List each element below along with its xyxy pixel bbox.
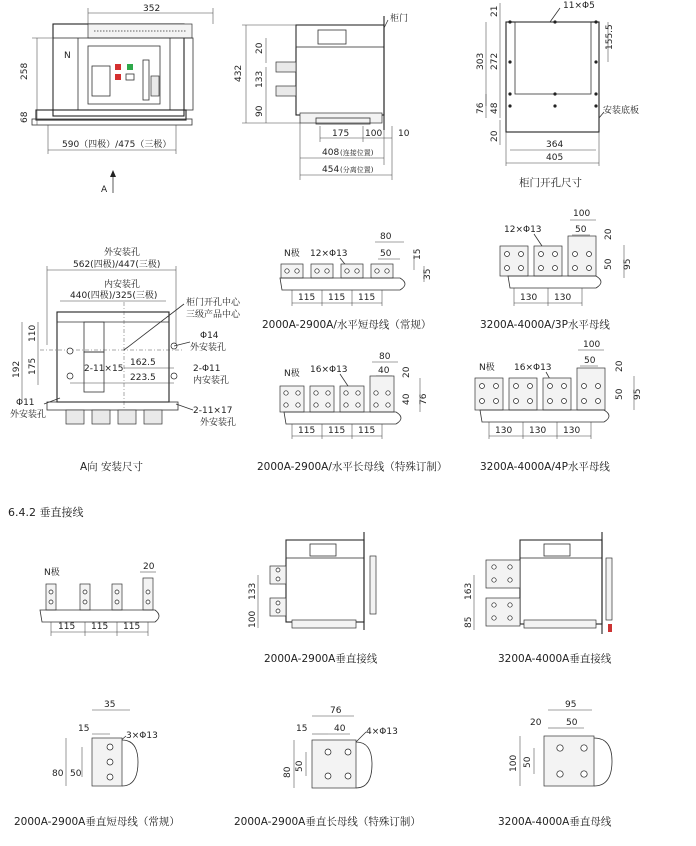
outer-hole-dims: 562(四极)/447(三极)	[73, 260, 161, 270]
vt-dim-115-1: 115	[58, 622, 76, 632]
arrow-a-label: A	[101, 185, 108, 195]
dim-20: 20	[255, 42, 265, 54]
dim-454: 454	[322, 165, 340, 175]
dim-408: 408	[322, 148, 340, 158]
hs-dim-15: 15	[413, 248, 423, 260]
v3200-dim-163: 163	[464, 582, 474, 600]
outer-hole-label-1: 外安装孔	[190, 343, 227, 353]
h4p-holes: 16×Φ13	[514, 363, 552, 373]
dim-100: 100	[365, 129, 383, 139]
hl-dim-40v: 40	[402, 393, 412, 405]
h4p-dim-100: 100	[583, 340, 601, 350]
dim-223-5: 223.5	[130, 373, 156, 383]
vbl-dim-15: 15	[296, 724, 308, 734]
vb-3200	[498, 700, 612, 828]
hl-dim-20: 20	[402, 366, 412, 378]
vbl-holes: 4×Φ13	[366, 727, 398, 737]
h4p-n-label: N极	[479, 363, 495, 373]
hl-dim-40: 40	[378, 366, 390, 376]
h4p-dim-50v: 50	[615, 388, 625, 400]
h4p-dim-50: 50	[584, 356, 596, 366]
holes-11phi5: 11×Φ5	[563, 1, 595, 11]
door-label: 柜门	[390, 14, 409, 24]
phi14-label: Φ14	[200, 331, 219, 341]
slot-2-11x17: 2-11×17	[193, 406, 233, 416]
hl-dim-115-3: 115	[358, 426, 376, 436]
vbs-dim-80: 80	[52, 769, 64, 779]
vbs-dim-35: 35	[104, 700, 116, 710]
h3p-dim-50v: 50	[604, 258, 614, 270]
hs-dim-115-2: 115	[328, 293, 346, 303]
hl-n-label: N极	[284, 369, 300, 379]
front-n-label: N	[64, 51, 71, 61]
indicator-red	[115, 74, 121, 80]
dim-90: 90	[255, 105, 265, 117]
three-pole-center-label: 三级产品中心	[186, 310, 241, 320]
vb-short-2000	[14, 700, 180, 828]
caption-h-4p-3200: 3200A-4000A/4P水平母线	[480, 461, 610, 473]
h3p-dim-50: 50	[575, 225, 587, 235]
cutout-holes	[508, 20, 597, 107]
dim-432: 432	[234, 64, 244, 82]
dim-133: 133	[255, 70, 265, 88]
v3200-dim-85: 85	[464, 616, 474, 628]
dim-20-cut: 20	[490, 130, 500, 142]
caption-a-view: A向 安装尺寸	[80, 461, 144, 473]
dim-303: 303	[476, 52, 486, 70]
dim-10: 10	[398, 129, 410, 139]
vbl-dim-76: 76	[330, 706, 342, 716]
hs-dim-50: 50	[380, 249, 392, 259]
vb3-dim-50: 50	[566, 718, 578, 728]
phi11-label: Φ11	[16, 398, 35, 408]
vb3-dim-95: 95	[565, 700, 577, 710]
hl-dim-115-1: 115	[298, 426, 316, 436]
outer-hole-title: 外安装孔	[104, 248, 141, 258]
vb3-dim-100: 100	[509, 754, 519, 772]
dim-352: 352	[143, 4, 161, 14]
door-cutout	[476, 1, 639, 189]
hs-dim-35: 35	[423, 268, 433, 280]
h4p-dim-95: 95	[633, 388, 643, 400]
vbl-dim-50: 50	[295, 760, 305, 772]
a-view-terminals	[66, 410, 162, 424]
v-3200	[464, 532, 612, 665]
dim-175-a: 175	[28, 357, 38, 375]
dim-408-note: (连接位置)	[340, 149, 374, 157]
dim-192: 192	[12, 360, 22, 378]
h4p-bars	[475, 368, 605, 410]
vbl-dim-40: 40	[334, 724, 346, 734]
dim-162-5: 162.5	[130, 358, 156, 368]
vb3-dim-20: 20	[530, 718, 542, 728]
h3p-dim-100: 100	[573, 209, 591, 219]
caption-v-3200: 3200A-4000A垂直接线	[498, 653, 612, 665]
caption-v-2000: 2000A-2900A垂直接线	[264, 653, 378, 665]
h-4p-3200	[475, 340, 643, 473]
hl-holes: 16×Φ13	[310, 365, 348, 375]
caption-h-3p-3200: 3200A-4000A/3P水平母线	[480, 319, 610, 331]
vt-dim-20: 20	[143, 562, 155, 572]
dim-155-5: 155.5	[605, 24, 615, 50]
dim-48: 48	[490, 102, 500, 114]
vbs-holes: 3×Φ13	[126, 731, 158, 741]
vt-bars	[46, 578, 153, 610]
outer-hole-label-2: 外安装孔	[10, 410, 47, 420]
v-terminals	[40, 562, 159, 636]
hl-dim-76: 76	[419, 393, 429, 405]
h3p-bars	[500, 236, 596, 276]
inner-hole-label: 内安装孔	[193, 376, 230, 386]
dim-175: 175	[332, 129, 350, 139]
a-view	[10, 246, 241, 473]
h4p-dim-20: 20	[615, 360, 625, 372]
hl-dim-115-2: 115	[328, 426, 346, 436]
caption-door-cutout: 柜门开孔尺寸	[519, 177, 582, 189]
dim-21: 21	[490, 5, 500, 17]
door-center-label: 柜门开孔中心	[186, 298, 241, 308]
caption-h-long-2000: 2000A-2900A/水平长母线（特殊订制）	[257, 461, 448, 473]
side-view	[234, 12, 410, 180]
h-long-2000	[257, 352, 447, 473]
dim-590-475: 590（四极）/475（三极）	[62, 140, 172, 150]
dim-76: 76	[476, 102, 486, 114]
dim-454-note: (分离位置)	[340, 166, 374, 174]
caption-vb-3200: 3200A-4000A垂直母线	[498, 816, 612, 828]
dim-68: 68	[20, 111, 30, 123]
holes-2-phi11: 2-Φ11	[193, 364, 221, 374]
vb-long-2000	[234, 706, 421, 828]
h-3p-3200	[480, 209, 633, 331]
h3p-dim-130-1: 130	[520, 293, 538, 303]
hs-dim-115-1: 115	[298, 293, 316, 303]
green-button[interactable]	[127, 64, 133, 70]
hl-dim-80: 80	[379, 352, 391, 362]
vb3-dim-50v: 50	[523, 756, 533, 768]
front-view	[20, 4, 213, 195]
vt-dim-115-2: 115	[91, 622, 109, 632]
caption-vb-long-2000: 2000A-2900A垂直长母线（特殊订制）	[234, 816, 421, 828]
red-marker	[608, 624, 612, 632]
dim-258: 258	[20, 62, 30, 80]
h4p-dim-130-3: 130	[563, 426, 581, 436]
hs-n-label: N极	[284, 249, 300, 259]
h-short-2000	[262, 232, 433, 331]
caption-h-short-2000: 2000A-2900A/水平短母线（常规）	[262, 319, 432, 331]
dim-110: 110	[28, 324, 38, 342]
hs-dim-80: 80	[380, 232, 392, 242]
hs-dim-115-3: 115	[358, 293, 376, 303]
dim-272: 272	[490, 52, 500, 70]
hl-bars	[280, 376, 394, 412]
v2000-dim-133: 133	[248, 582, 258, 600]
v-2000	[248, 532, 378, 665]
outer-hole-label-3: 外安装孔	[200, 418, 237, 428]
section-title: 6.4.2 垂直接线	[8, 506, 84, 519]
red-button[interactable]	[115, 64, 121, 70]
inner-hole-title: 内安装孔	[104, 280, 141, 290]
dim-364: 364	[546, 140, 564, 150]
vbl-dim-80: 80	[283, 766, 293, 778]
h3p-holes: 12×Φ13	[504, 225, 542, 235]
h4p-dim-130-1: 130	[495, 426, 513, 436]
vt-n-label: N极	[44, 568, 60, 578]
hs-holes: 12×Φ13	[310, 249, 348, 259]
hs-bars	[281, 264, 393, 278]
caption-vb-short-2000: 2000A-2900A垂直短母线（常规）	[14, 816, 180, 828]
h3p-dim-20: 20	[604, 228, 614, 240]
vbs-dim-50: 50	[70, 769, 82, 779]
h3p-dim-95: 95	[623, 258, 633, 270]
vbs-dim-15: 15	[78, 724, 90, 734]
dim-405: 405	[546, 153, 564, 163]
mounting-plate-label: 安装底板	[603, 106, 640, 116]
h4p-dim-130-2: 130	[529, 426, 547, 436]
h3p-dim-130-2: 130	[554, 293, 572, 303]
vt-dim-115-3: 115	[123, 622, 141, 632]
slot-2-11x15: 2-11×15	[84, 364, 124, 374]
v2000-dim-100: 100	[248, 610, 258, 628]
inner-hole-dims: 440(四极)/325(三极)	[70, 291, 158, 301]
